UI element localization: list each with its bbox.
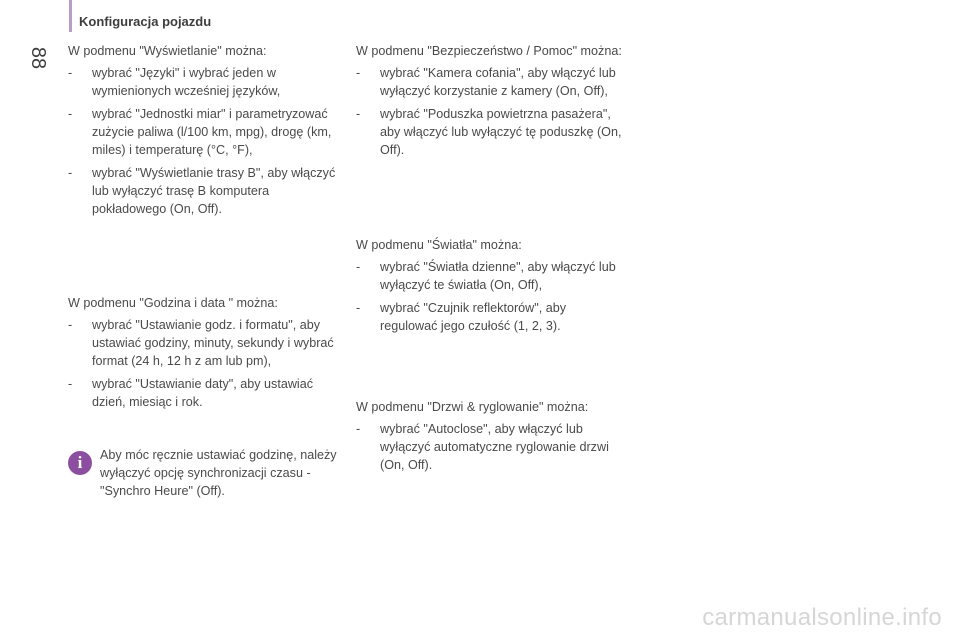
page-number: 88 bbox=[27, 46, 49, 70]
list-item-text: wybrać "Światła dzienne", aby włączyć lub wyłączyć te światła (On, Off), bbox=[380, 260, 616, 292]
section-safety bbox=[356, 42, 626, 164]
list-item-text: wybrać "Wyświetlanie trasy B", aby włączyć lub wyłączyć trasę B komputera pokładowego (On, Off). bbox=[92, 166, 336, 216]
bullet-list bbox=[356, 258, 626, 335]
list-item bbox=[356, 299, 626, 335]
list-item bbox=[68, 105, 343, 159]
list-item bbox=[356, 258, 626, 294]
list-item bbox=[356, 105, 626, 159]
bullet-list bbox=[68, 316, 343, 411]
list-item bbox=[68, 64, 343, 100]
bullet-list bbox=[68, 64, 343, 218]
list-item-text: wybrać "Ustawianie daty", aby ustawiać dzień, miesiąc i rok. bbox=[92, 377, 314, 409]
dash-bullet: - bbox=[68, 166, 73, 180]
list-item-text: wybrać "Kamera cofania", aby włączyć lub wyłączyć korzystanie z kamery (On, Off), bbox=[380, 66, 616, 98]
dash-bullet: - bbox=[68, 107, 73, 121]
list-item bbox=[68, 316, 343, 370]
dash-bullet: - bbox=[356, 260, 361, 274]
section-intro: W podmenu "Światła" można: bbox=[356, 238, 522, 252]
list-item-text: wybrać "Ustawianie godz. i formatu", aby ustawiać godziny, minuty, sekundy i wybrać format (24 h, 12 h z am lub pm), bbox=[92, 318, 334, 368]
bullet-list bbox=[356, 64, 626, 159]
list-item-text: wybrać "Jednostki miar" i parametryzować zużycie paliwa (l/100 km, mpg), drogę (km, miles) i temperaturę (°C, °F), bbox=[92, 107, 332, 157]
section-intro: W podmenu "Drzwi & ryglowanie" można: bbox=[356, 400, 589, 414]
dash-bullet: - bbox=[356, 422, 361, 436]
list-item-text: wybrać "Autoclose", aby włączyć lub wyłączyć automatyczne ryglowanie drzwi (On, Off). bbox=[380, 422, 609, 472]
section-display bbox=[68, 42, 343, 223]
section-doors bbox=[356, 398, 626, 479]
list-item-text: wybrać "Języki" i wybrać jeden w wymienionych wcześniej języków, bbox=[92, 66, 281, 98]
list-item bbox=[68, 375, 343, 411]
dash-bullet: - bbox=[68, 377, 73, 391]
dash-bullet: - bbox=[356, 107, 361, 121]
dash-bullet: - bbox=[356, 301, 361, 315]
page-title: Konfiguracja pojazdu bbox=[79, 14, 212, 29]
list-item bbox=[356, 420, 626, 474]
dash-bullet: - bbox=[68, 66, 73, 80]
section-intro: W podmenu "Godzina i data " można: bbox=[68, 296, 278, 310]
info-text: Aby móc ręcznie ustawiać godzinę, należy wyłączyć opcję synchronizacji czasu - "Synchro Heure" (Off). bbox=[100, 448, 337, 498]
section-datetime bbox=[68, 294, 343, 416]
section-lights bbox=[356, 236, 626, 340]
section-intro: W podmenu "Wyświetlanie" można: bbox=[68, 44, 267, 58]
watermark: carmanualsonline.info bbox=[702, 604, 942, 631]
dash-bullet: - bbox=[356, 66, 361, 80]
info-icon: i bbox=[68, 451, 92, 475]
list-item-text: wybrać "Czujnik reflektorów", aby regulować jego czułość (1, 2, 3). bbox=[380, 301, 567, 333]
section-intro: W podmenu "Bezpieczeństwo / Pomoc" można: bbox=[356, 44, 622, 58]
margin-rule bbox=[69, 0, 72, 32]
list-item bbox=[68, 164, 343, 218]
dash-bullet: - bbox=[68, 318, 73, 332]
bullet-list bbox=[356, 420, 626, 474]
list-item bbox=[356, 64, 626, 100]
list-item-text: wybrać "Poduszka powietrzna pasażera", aby włączyć lub wyłączyć tę poduszkę (On, Off). bbox=[380, 107, 622, 157]
